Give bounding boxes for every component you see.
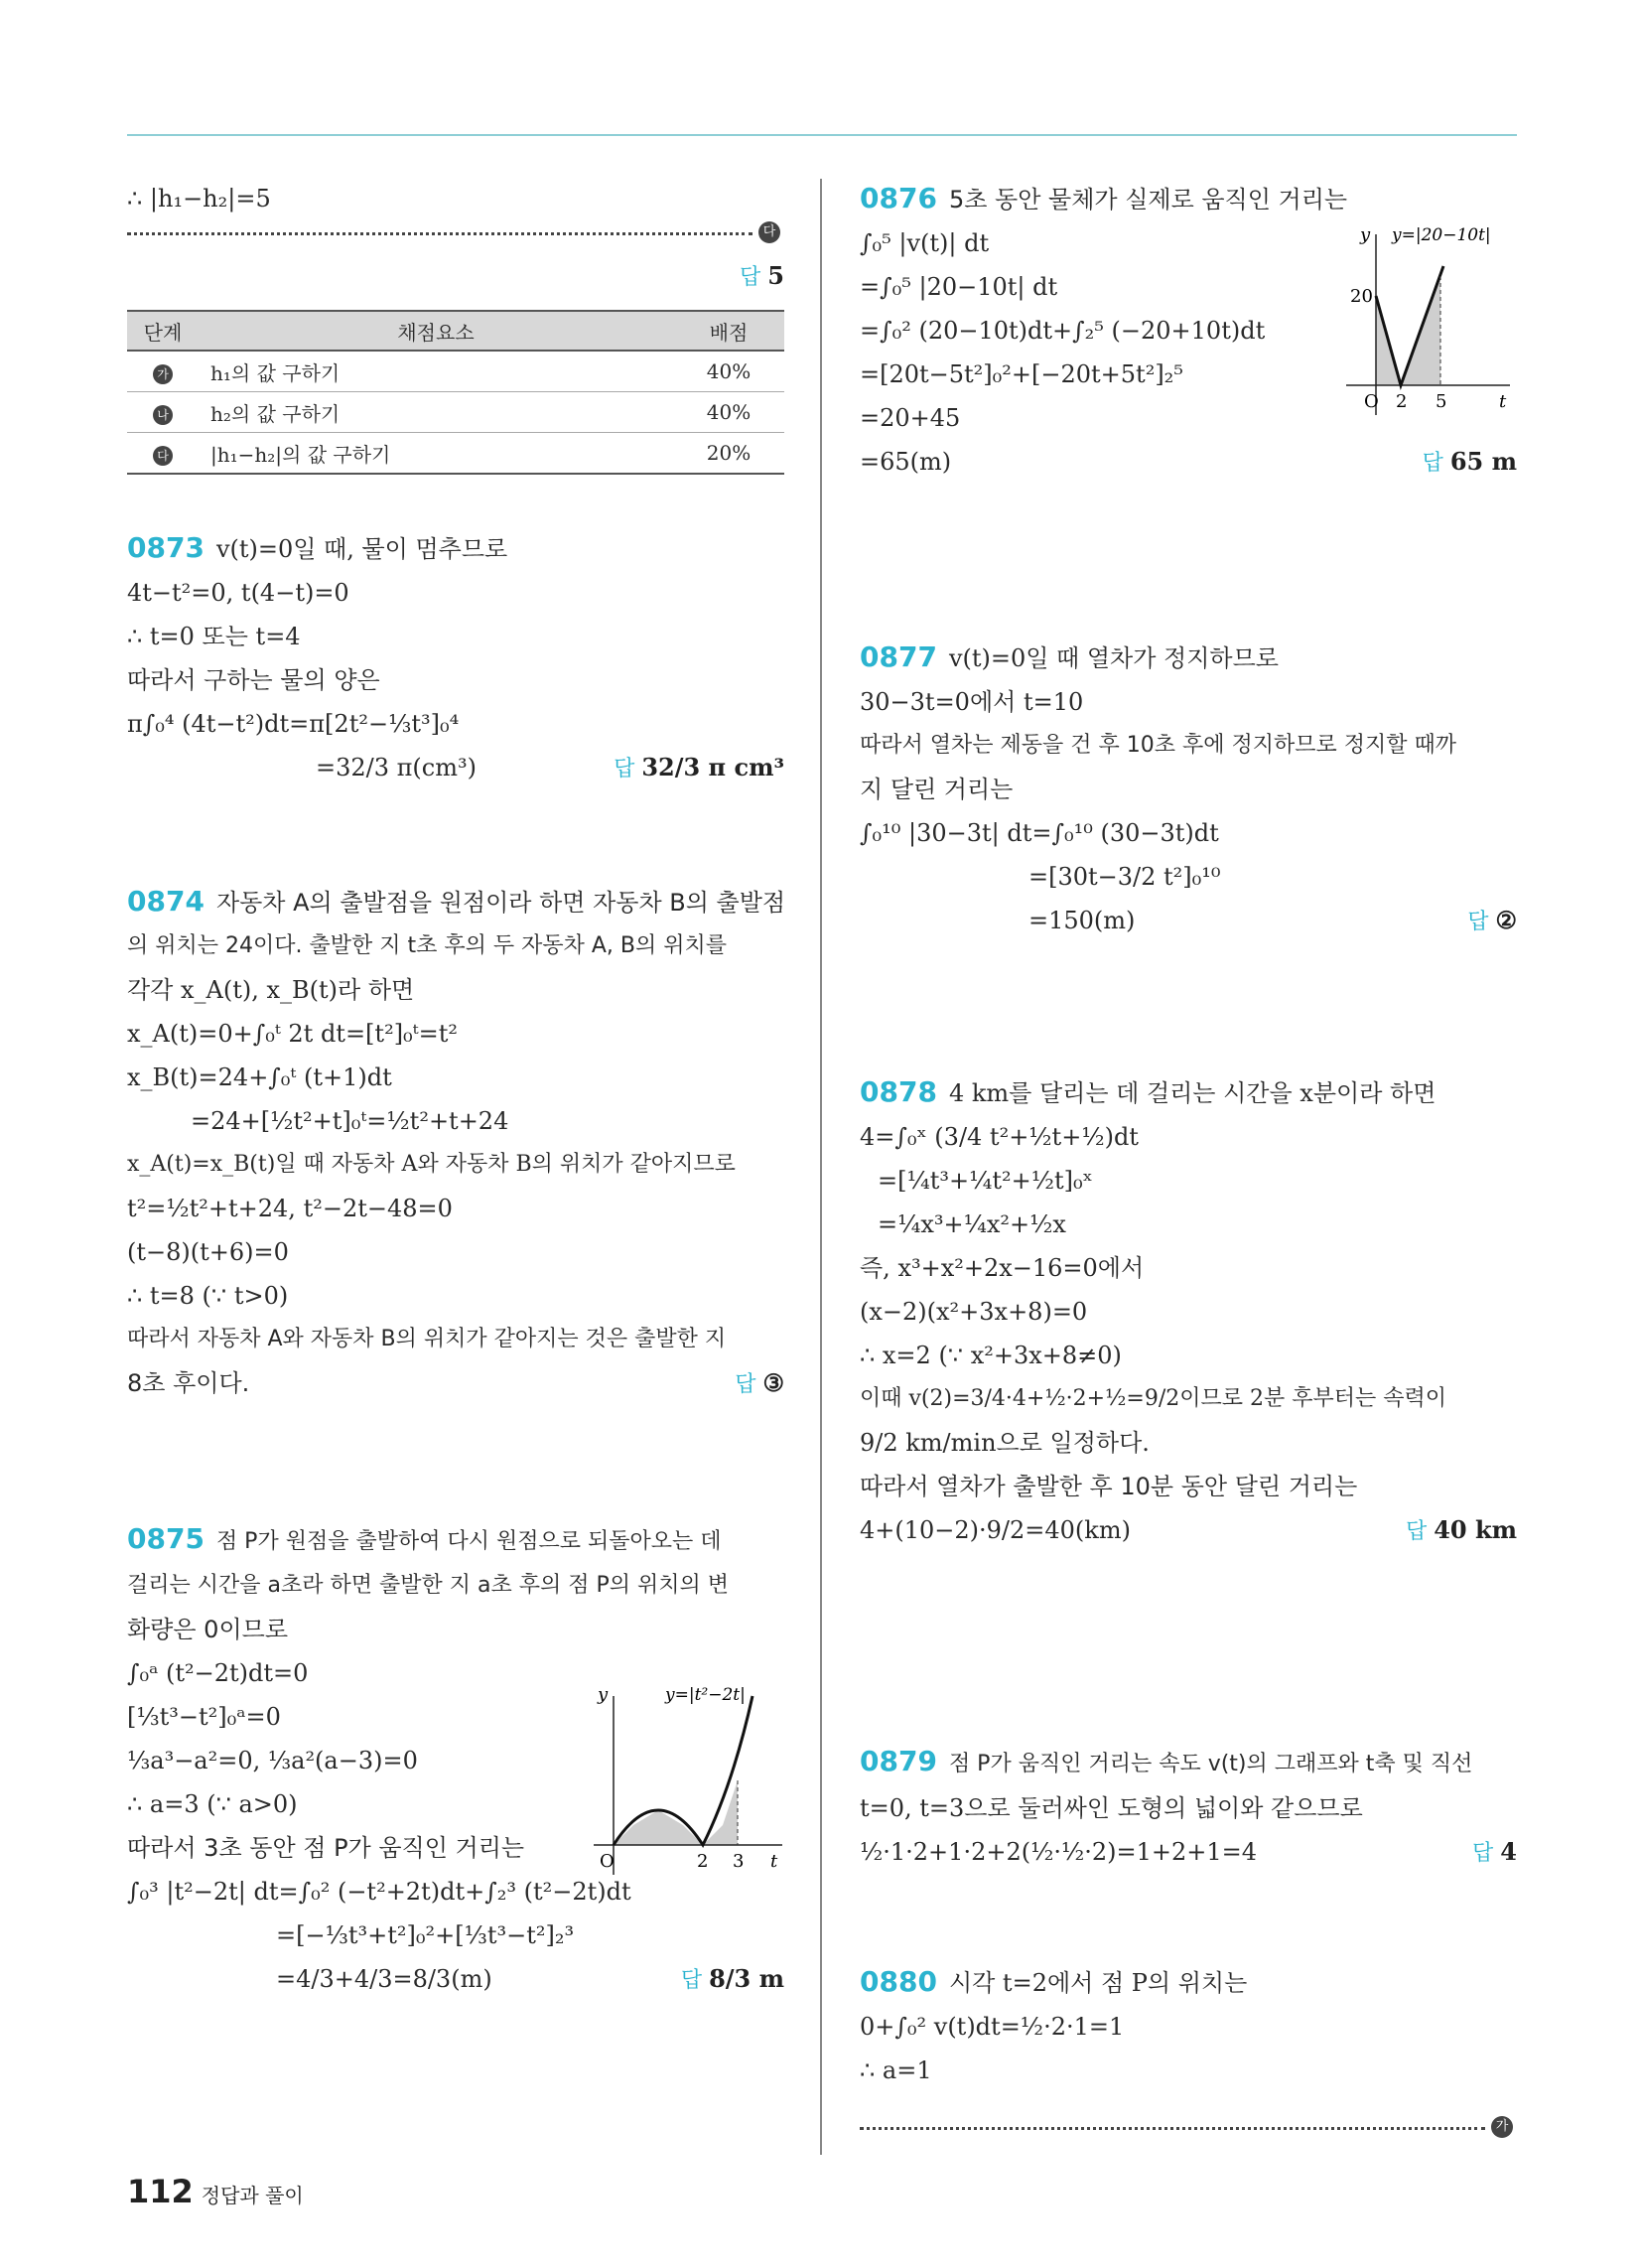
answer-0874: 답 ③ [735,1368,784,1397]
y-axis-label: y [1360,224,1371,245]
graph-0876 [1336,216,1517,435]
table-cell: 40% [673,351,784,392]
footer-label: 정답과 풀이 [201,2184,304,2207]
answer-0876: 답 65 m [1422,447,1517,476]
answer-0872: 답 5 [740,261,784,290]
problem-0878: 0878 4 km를 달리는 데 걸리는 시간을 x분이라 하면 4=∫₀ˣ (3/4 t²+½t+½)dt =[¼t³+¼t²+½t]₀ˣ =¼x³+¼x²+½x 즉, x³+x²+2x−16=0에서 (x−2)(x²+3x+8)=0 ∴ x=2 (∵ x²+3x+8≠0) 이때 v(2)=3/4·4+½·2+½=9/2이므로 2분 후부터는 속력이 9/2 km/min으로 일정하다. 따라서 열차가 출발한 후 10분 동안 달린 거리는 4+(10−2)·9/2=40(km) 답 40 km [860,1070,1517,1552]
table-cell: h₂의 값 구하기 [199,392,673,433]
answer-0879: 답 4 [1472,1837,1517,1866]
problem-number: 0879 [860,1745,937,1777]
answer-0873: 답 32/3 π cm³ [614,753,784,781]
problem-number: 0873 [127,531,205,564]
x-axis-label: t [770,1851,778,1872]
problem-number: 0874 [127,885,205,918]
dotted-divider [127,232,753,235]
answer-0878: 답 40 km [1405,1515,1517,1544]
step-badge: 나 [153,405,173,425]
page-number: 112 [127,2173,194,2210]
answer-0877: 답 ② [1467,906,1517,934]
table-header: 단계 [127,311,199,351]
top-rule [127,134,1517,136]
tick-label: 2 [697,1851,709,1872]
x-axis-label: t [1499,391,1507,412]
table-cell: 20% [673,433,784,475]
origin-label: O [600,1851,615,1872]
problem-0875: 0875 점 P가 원점을 출발하여 다시 원점으로 되돌아오는 데 걸리는 시간을 a초라 하면 출발한 지 a초 후의 점 P의 위치의 변 화량은 0이므로 ∫₀ᵃ (t²−2t)dt=0 [⅓t³−t²]₀ᵃ=0 ⅓a³−a²=0, ⅓a²(a−3)=0 ∴ a=3 (∵ a>0) 따라서 3초 동안 점 P가 움직인 거리는 ∫₀³ |t²−2t| dt=∫₀² (−t²+2t)dt+∫₂³ (t²−2t)dt =[−⅓t³+t²]₀²+[⅓t³−t²]₂³ =4/3+4/3=8/3(m) 답 8/3 m [127,1517,784,2001]
step-marker: 가 [1491,2116,1513,2138]
problem-0880: 0880 시각 t=2에서 점 P의 위치는 0+∫₀² v(t)dt=½·2·1=1 ∴ a=1 [860,1965,1248,2084]
problem-number: 0876 [860,182,937,214]
tick-label: 5 [1436,391,1447,412]
step-badge: 다 [153,446,173,466]
table-header: 배점 [673,311,784,351]
scoring-table [127,310,784,475]
table-cell: h₁의 값 구하기 [199,351,673,392]
step-badge: 가 [153,364,173,384]
curve-label: y=|20−10t| [1392,225,1491,245]
tick-label: 3 [733,1851,745,1872]
problem-number: 0880 [860,1965,937,1998]
problem-0879: 0879 점 P가 움직인 거리는 속도 v(t)의 그래프와 t축 및 직선 t=0, t=3으로 둘러싸인 도형의 넓이와 같으므로 ½·1·2+1·2+2(½·½·2)=1+2+1=4 답 4 [860,1740,1517,1874]
y-axis-label: y [598,1684,609,1705]
problem-number: 0878 [860,1075,937,1108]
curve-label: y=|t²−2t| [665,1685,746,1705]
column-divider [820,179,822,2155]
problem-0874: 0874 자동차 A의 출발점을 원점이라 하면 자동차 B의 출발점 의 위치는 24이다. 출발한 지 t초 후의 두 자동차 A, B의 위치를 각각 x_A(t), x_B(t)라 하면 x_A(t)=0+∫₀ᵗ 2t dt=[t²]₀ᵗ=t² x_B(t)=24+∫₀ᵗ (t+1)dt =24+[½t²+t]₀ᵗ=½t²+t+24 x_A(t)=x_B(t)일 때 자동차 A와 자동차 B의 위치가 같아지므로 t²=½t²+t+24, t²−2t−48=0 (t−8)(t+6)=0 ∴ t=8 (∵ t>0) 따라서 자동차 A와 자동차 B의 위치가 같아지는 것은 출발한 지 8초 후이다. 답 ③ [127,880,784,1405]
problem-number: 0877 [860,640,937,673]
step-marker: 다 [758,221,780,243]
tick-label: 2 [1396,391,1408,412]
graph-0875 [584,1676,792,1885]
problem-number: 0875 [127,1522,205,1555]
problem-0876: 0876 5초 동안 물체가 실제로 움직인 거리는 ∫₀⁵ |v(t)| dt =∫₀⁵ |20−10t| dt =∫₀² (20−10t)dt+∫₂⁵ (−20+10t)dt =[20t−5t²]₀²+[−20t+5t²]₂⁵ =20+45 =65(m) 답 65 m [860,177,1517,484]
summary-line: ∴ |h₁−h₂|=5 [127,185,271,213]
problem-0873: 0873 v(t)=0일 때, 물이 멈추므로 4t−t²=0, t(4−t)=0 ∴ t=0 또는 t=4 따라서 구하는 물의 양은 π∫₀⁴ (4t−t²)dt=π[2t²−⅓t³]₀⁴ =32/3 π(cm³) 답 32/3 π cm³ [127,526,784,789]
page-footer [127,2173,304,2210]
table-row [127,392,784,433]
table-row [127,433,784,475]
answer-0875: 답 8/3 m [680,1964,784,1993]
table-cell: |h₁−h₂|의 값 구하기 [199,433,673,475]
table-row [127,351,784,392]
table-header: 채점요소 [199,311,673,351]
problem-0877: 0877 v(t)=0일 때 열차가 정지하므로 30−3t=0에서 t=10 따라서 열차는 제동을 건 후 10초 후에 정지하므로 정지할 때까 지 달린 거리는 ∫₀¹⁰ |30−3t| dt=∫₀¹⁰ (30−3t)dt =[30t−3/2 t²]₀¹⁰ =150(m) 답 ② [860,636,1517,942]
table-cell: 40% [673,392,784,433]
origin-label: O [1364,391,1379,412]
dotted-divider [860,2127,1485,2130]
y-tick-label: 20 [1350,286,1373,307]
